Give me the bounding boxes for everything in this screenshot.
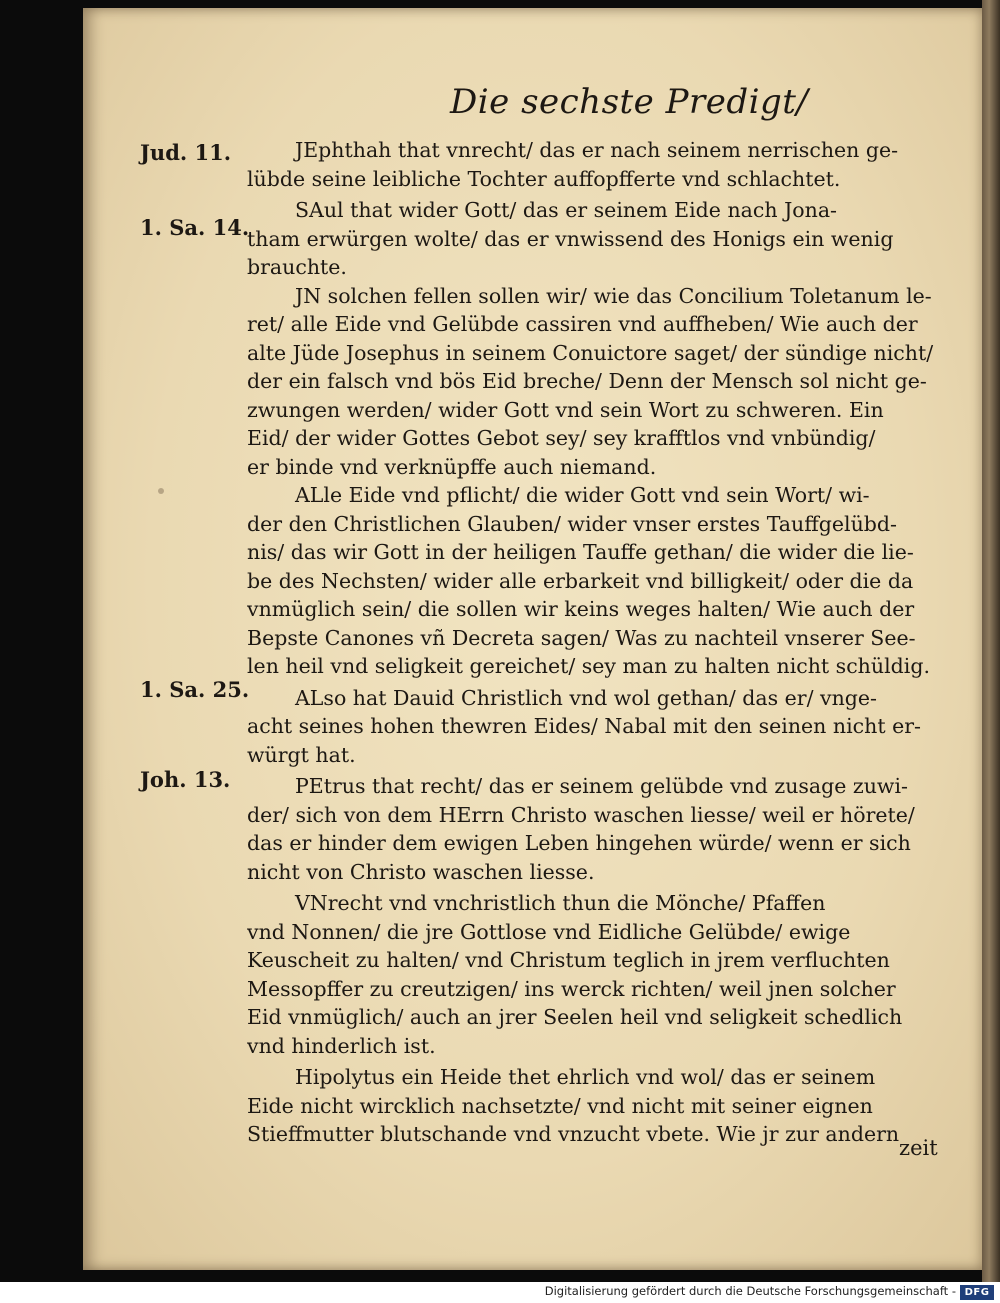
text-line: Messopffer zu creutzigen/ ins werck richten/ weil jnen solcher xyxy=(247,976,896,1001)
text-line: Eid/ der wider Gottes Gebot sey/ sey krafftlos vnd vnbündig/ xyxy=(247,426,876,450)
text-line: be des Nechsten/ wider alle erbarkeit vnd billigkeit/ oder die da xyxy=(247,568,914,593)
text-line: vnd hinderlich ist. xyxy=(247,1033,436,1058)
text-line: ret/ alle Eide vnd Gelübde cassiren vnd auffheben/ Wie auch der xyxy=(247,312,918,336)
text-line: ALso hat Dauid Christlich vnd wol gethan/ das er/ vnge- xyxy=(295,685,877,710)
text-line: SAul that wider Gott/ das er seinem Eide nach Jona- xyxy=(295,198,837,222)
text-line: alte Jüde Josephus in seinem Conuictore saget/ der sündige nicht/ xyxy=(247,340,934,365)
funding-notice: Digitalisierung gefördert durch die Deutsche Forschungsgemeinschaft - xyxy=(544,1284,956,1298)
text-line: der ein falsch vnd bös Eid breche/ Denn der Mensch sol nicht ge- xyxy=(247,369,927,393)
paper-stain xyxy=(158,488,164,494)
running-head: Die sechste Predigt/ xyxy=(450,82,809,122)
page-edge xyxy=(982,0,1000,1282)
text-line: PEtrus that recht/ das er seinem gelübde vnd zusage zuwi- xyxy=(295,774,908,798)
text-line: der/ sich von dem HErrn Christo waschen liesse/ weil er hörete/ xyxy=(247,802,915,827)
footer-bar xyxy=(0,1282,1000,1303)
text-line: ALle Eide vnd pflicht/ die wider Gott vnd sein Wort/ wi- xyxy=(295,483,870,507)
text-line: vnmüglich sein/ die sollen wir keins weges halten/ Wie auch der xyxy=(247,597,915,621)
text-line: würgt hat. xyxy=(247,742,356,767)
text-line: nicht von Christo waschen liesse. xyxy=(247,859,595,884)
text-line: acht seines hohen thewren Eides/ Nabal mit den seinen nicht er- xyxy=(247,714,921,738)
text-line: len heil vnd seligkeit gereichet/ sey man zu halten nicht schüldig. xyxy=(247,654,930,678)
text-line: lübde seine leibliche Tochter auffopfferte vnd schlachtet. xyxy=(247,166,841,191)
body-text xyxy=(247,136,947,1149)
margin-reference: Jud. 11. xyxy=(140,140,232,165)
margin-reference: Joh. 13. xyxy=(140,767,231,792)
text-line: zwungen werden/ wider Gott vnd sein Wort zu schweren. Ein xyxy=(247,397,884,422)
text-line: er binde vnd verknüpffe auch niemand. xyxy=(247,454,657,479)
text-line: brauchte. xyxy=(247,255,347,279)
text-line: Stieffmutter blutschande vnd vnzucht vbete. Wie jr zur andern xyxy=(247,1122,900,1146)
margin-reference: 1. Sa. 14. xyxy=(140,215,250,240)
text-line: nis/ das wir Gott in der heiligen Tauffe gethan/ die wider die lie- xyxy=(247,540,914,564)
text-line: Eide nicht wircklich nachsetzte/ vnd nicht mit seiner eignen xyxy=(247,1093,873,1118)
text-line: vnd Nonnen/ die jre Gottlose vnd Eidliche Gelübde/ ewige xyxy=(247,919,851,944)
text-line: das er hinder dem ewigen Leben hingehen würde/ wenn er sich xyxy=(247,831,911,855)
text-line: der den Christlichen Glauben/ wider vnser erstes Tauffgelübd- xyxy=(247,511,897,536)
dfg-logo-icon: DFG xyxy=(960,1285,994,1300)
text-line: VNrecht vnd vnchristlich thun die Mönche/ Pfaffen xyxy=(295,891,826,915)
text-line: tham erwürgen wolte/ das er vnwissend des Honigs ein wenig xyxy=(247,226,894,251)
catchword: zeit xyxy=(899,1136,938,1160)
margin-reference: 1. Sa. 25. xyxy=(140,677,250,702)
text-line: Keuscheit zu halten/ vnd Christum teglich in jrem verfluchten xyxy=(247,948,890,972)
text-line: Eid vnmüglich/ auch an jrer Seelen heil vnd seligkeit schedlich xyxy=(247,1005,903,1029)
text-line: Bepste Canones vñ Decreta sagen/ Was zu nachteil vnserer See- xyxy=(247,625,916,650)
text-line: JN solchen fellen sollen wir/ wie das Concilium Toletanum le- xyxy=(295,283,932,308)
text-line: Hipolytus ein Heide thet ehrlich vnd wol/ das er seinem xyxy=(295,1065,876,1089)
text-line: JEphthah that vnrecht/ das er nach seinem nerrischen ge- xyxy=(295,138,899,162)
